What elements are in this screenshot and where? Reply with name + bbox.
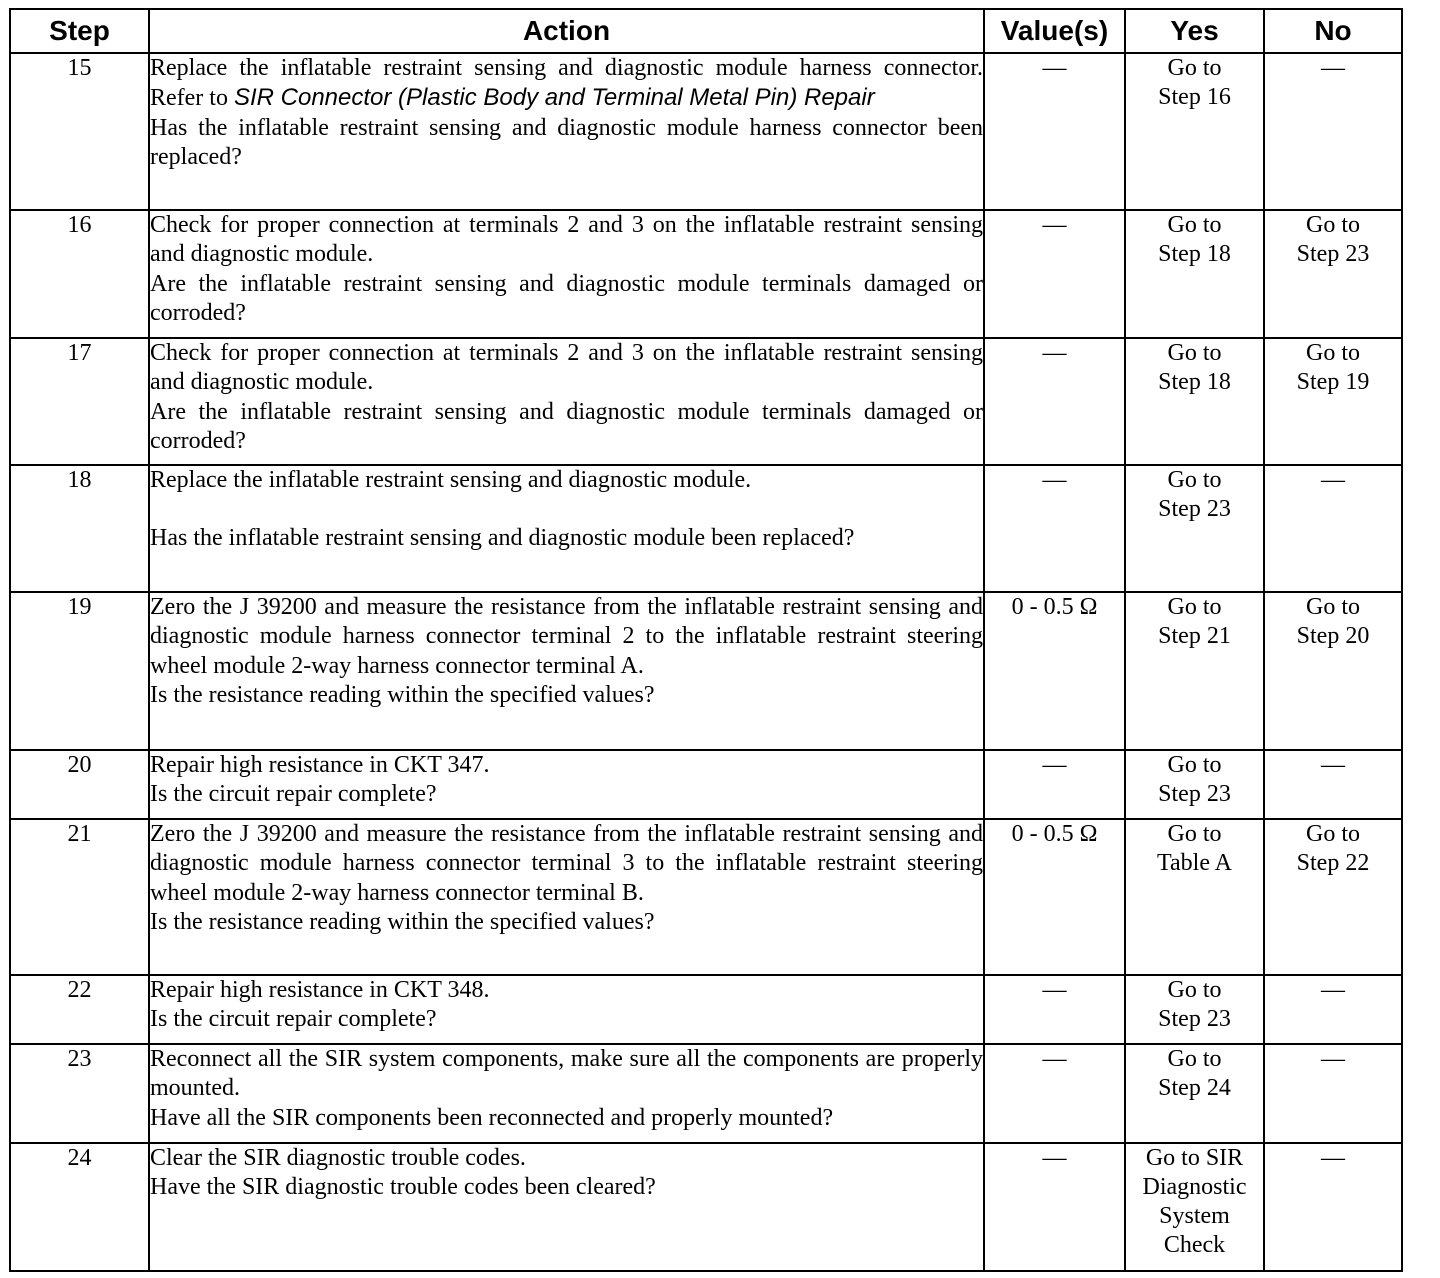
value-cell: — bbox=[984, 53, 1125, 210]
action-cell bbox=[149, 465, 984, 592]
action-cell bbox=[149, 819, 984, 975]
action-cell bbox=[149, 975, 984, 1044]
step-number: 16 bbox=[10, 210, 149, 338]
step-number: 19 bbox=[10, 592, 149, 750]
table-body bbox=[10, 53, 1402, 1271]
header-yes: Yes bbox=[1125, 9, 1264, 53]
no-cell bbox=[1264, 210, 1402, 338]
header-action: Action bbox=[149, 9, 984, 53]
spacer bbox=[150, 495, 983, 524]
action-cell bbox=[149, 1044, 984, 1143]
yes-text: Go to bbox=[1167, 752, 1222, 778]
step-number: 22 bbox=[10, 975, 149, 1044]
yes-text: Step 18 bbox=[1158, 369, 1231, 395]
yes-cell bbox=[1125, 1044, 1264, 1143]
value-cell: 0 - 0.5 Ω bbox=[984, 819, 1125, 975]
action-text: Clear the SIR diagnostic trouble codes. bbox=[150, 1145, 526, 1171]
no-cell bbox=[1264, 819, 1402, 975]
value-cell: 0 - 0.5 Ω bbox=[984, 592, 1125, 750]
action-question: Is the resistance reading within the specified values? bbox=[150, 908, 655, 935]
yes-text: Table A bbox=[1157, 850, 1232, 876]
action-question: Is the circuit repair complete? bbox=[150, 1006, 437, 1033]
action-question: Has the inflatable restraint sensing and diagnostic module been replaced? bbox=[150, 525, 855, 552]
yes-cell bbox=[1125, 1143, 1264, 1271]
yes-cell bbox=[1125, 338, 1264, 465]
action-text: Zero the J 39200 and measure the resistance from the inflatable restraint sensing and diagnostic module harness connector terminal 3 to the inflatable restraint steering wheel module 2-way harness connector terminal B. bbox=[150, 821, 983, 906]
step-number: 15 bbox=[10, 53, 149, 210]
yes-text: Go to bbox=[1167, 594, 1222, 620]
table-header-row bbox=[10, 9, 1402, 53]
yes-text: Go to bbox=[1167, 821, 1222, 847]
yes-text: Step 16 bbox=[1158, 84, 1231, 110]
no-text: — bbox=[1321, 977, 1345, 1003]
step-number: 17 bbox=[10, 338, 149, 465]
action-question: Is the circuit repair complete? bbox=[150, 781, 437, 808]
action-question: Are the inflatable restraint sensing and diagnostic module terminals damaged or corroded? bbox=[150, 398, 983, 454]
yes-text: Step 18 bbox=[1158, 241, 1231, 267]
header-values: Value(s) bbox=[984, 9, 1125, 53]
yes-text: Step 23 bbox=[1158, 1006, 1231, 1032]
action-cell bbox=[149, 53, 984, 210]
action-question: Has the inflatable restraint sensing and diagnostic module harness connector been replaced? bbox=[150, 114, 983, 170]
yes-cell bbox=[1125, 975, 1264, 1044]
yes-cell bbox=[1125, 465, 1264, 592]
yes-text: Check bbox=[1163, 1232, 1226, 1258]
action-cell bbox=[149, 592, 984, 750]
procedure-reference: SIR Connector (Plastic Body and Terminal Metal Pin) Repair bbox=[233, 84, 875, 112]
yes-text: Go to bbox=[1167, 55, 1222, 81]
action-text: Check for proper connection at terminals 2 and 3 on the inflatable restraint sensing and diagnostic module. bbox=[150, 212, 983, 268]
no-cell bbox=[1264, 465, 1402, 592]
action-text: Replace the inflatable restraint sensing and diagnostic module harness connector. Refer to bbox=[150, 55, 983, 112]
step-number: 21 bbox=[10, 819, 149, 975]
yes-text: Go to bbox=[1167, 212, 1222, 238]
step-number: 23 bbox=[10, 1044, 149, 1143]
yes-cell bbox=[1125, 53, 1264, 210]
no-cell bbox=[1264, 1044, 1402, 1143]
no-text: Go to bbox=[1306, 340, 1360, 366]
action-text: Replace the inflatable restraint sensing and diagnostic module. bbox=[150, 467, 752, 493]
no-text: Go to bbox=[1306, 212, 1360, 238]
value-cell: — bbox=[984, 338, 1125, 465]
yes-cell bbox=[1125, 210, 1264, 338]
yes-text: Step 24 bbox=[1158, 1075, 1231, 1101]
table-row bbox=[10, 592, 1402, 750]
step-number: 18 bbox=[10, 465, 149, 592]
action-cell bbox=[149, 210, 984, 338]
yes-text: Go to SIR bbox=[1145, 1145, 1244, 1171]
action-cell bbox=[149, 338, 984, 465]
no-cell bbox=[1264, 750, 1402, 819]
table-row bbox=[10, 750, 1402, 819]
no-text: Step 19 bbox=[1296, 369, 1370, 395]
value-cell: — bbox=[984, 1143, 1125, 1271]
yes-text: Step 23 bbox=[1158, 781, 1231, 807]
yes-text: Diagnostic bbox=[1142, 1174, 1247, 1200]
table-row bbox=[10, 1143, 1402, 1271]
no-text: Step 20 bbox=[1296, 623, 1370, 649]
value-cell: — bbox=[984, 210, 1125, 338]
step-number: 24 bbox=[10, 1143, 149, 1271]
yes-text: Step 21 bbox=[1158, 623, 1231, 649]
table-row bbox=[10, 975, 1402, 1044]
action-question: Are the inflatable restraint sensing and diagnostic module terminals damaged or corroded? bbox=[150, 270, 983, 326]
no-cell bbox=[1264, 975, 1402, 1044]
value-cell: — bbox=[984, 465, 1125, 592]
yes-text: Step 23 bbox=[1158, 496, 1231, 522]
no-cell bbox=[1264, 1143, 1402, 1271]
action-text: Zero the J 39200 and measure the resistance from the inflatable restraint sensing and diagnostic module harness connector terminal 2 to the inflatable restraint steering wheel module 2-way harness connector terminal A. bbox=[150, 594, 983, 679]
action-text: Reconnect all the SIR system components, make sure all the components are properly mounted. bbox=[150, 1046, 983, 1102]
table-row bbox=[10, 819, 1402, 975]
yes-cell bbox=[1125, 819, 1264, 975]
no-cell bbox=[1264, 592, 1402, 750]
no-text: — bbox=[1321, 467, 1345, 493]
action-cell bbox=[149, 1143, 984, 1271]
value-cell: — bbox=[984, 750, 1125, 819]
yes-cell bbox=[1125, 592, 1264, 750]
action-text: Check for proper connection at terminals 2 and 3 on the inflatable restraint sensing and diagnostic module. bbox=[150, 340, 983, 396]
action-cell bbox=[149, 750, 984, 819]
no-text: — bbox=[1321, 1145, 1345, 1171]
header-no: No bbox=[1264, 9, 1402, 53]
table-row bbox=[10, 210, 1402, 338]
table-row bbox=[10, 338, 1402, 465]
no-cell bbox=[1264, 53, 1402, 210]
action-question: Have all the SIR components been reconnected and properly mounted? bbox=[150, 1104, 834, 1131]
step-number: 20 bbox=[10, 750, 149, 819]
table-row bbox=[10, 53, 1402, 210]
no-text: Step 22 bbox=[1296, 850, 1370, 876]
no-text: — bbox=[1321, 1046, 1345, 1072]
no-text: Go to bbox=[1306, 821, 1360, 847]
action-text: Repair high resistance in CKT 348. bbox=[150, 977, 490, 1003]
header-step: Step bbox=[10, 9, 149, 53]
action-text: Repair high resistance in CKT 347. bbox=[150, 752, 490, 778]
no-text: Go to bbox=[1306, 594, 1360, 620]
table-row bbox=[10, 1044, 1402, 1143]
no-text: — bbox=[1321, 55, 1345, 81]
no-cell bbox=[1264, 338, 1402, 465]
diagnostic-table bbox=[9, 8, 1403, 1272]
yes-text: Go to bbox=[1167, 467, 1222, 493]
value-cell: — bbox=[984, 1044, 1125, 1143]
yes-text: Go to bbox=[1167, 1046, 1222, 1072]
action-question: Have the SIR diagnostic trouble codes been cleared? bbox=[150, 1174, 656, 1201]
yes-text: System bbox=[1159, 1203, 1230, 1229]
value-cell: — bbox=[984, 975, 1125, 1044]
no-text: — bbox=[1321, 752, 1345, 778]
action-question: Is the resistance reading within the specified values? bbox=[150, 681, 655, 708]
yes-text: Go to bbox=[1167, 977, 1222, 1003]
table-row bbox=[10, 465, 1402, 592]
no-text: Step 23 bbox=[1296, 241, 1370, 267]
yes-cell bbox=[1125, 750, 1264, 819]
yes-text: Go to bbox=[1167, 340, 1222, 366]
